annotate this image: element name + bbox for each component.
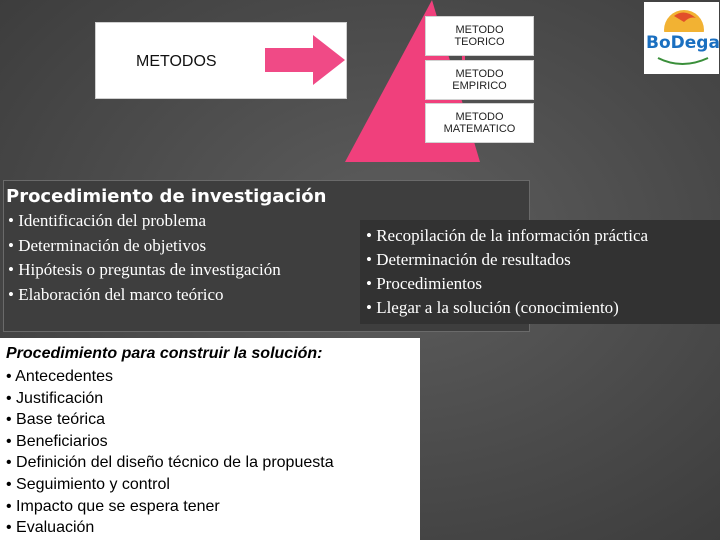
list-item: • Procedimientos (366, 274, 482, 293)
method-matematico-box (425, 103, 534, 143)
list-item: • Recopilación de la información práctica (366, 226, 649, 245)
list-item: • Beneficiarios (6, 432, 108, 450)
list-item: • Elaboración del marco teórico (8, 284, 224, 304)
investigation-right-list (366, 224, 648, 320)
list-item: • Definición del diseño técnico de la propuesta (6, 454, 334, 472)
methods-label: METODOS (136, 53, 217, 70)
list-item: • Antecedentes (6, 368, 114, 385)
method-empirico-box (425, 60, 534, 100)
list-item: • Seguimiento y control (6, 475, 170, 493)
list-item: • Determinación de resultados (366, 250, 571, 269)
method-empirico-line1: METODO (455, 68, 504, 80)
method-teorico-box (425, 16, 534, 56)
list-item: • Identificación del problema (8, 211, 207, 230)
right-arrow-icon (265, 35, 345, 85)
method-matematico-line1: METODO (455, 111, 504, 123)
bodega-logo-icon (644, 2, 719, 74)
list-item: • Llegar a la solución (conocimiento) (366, 298, 619, 317)
list-item: • Base teórica (6, 411, 105, 429)
list-item: • Hipótesis o preguntas de investigación (8, 260, 281, 279)
method-matematico-line2: MATEMATICO (443, 123, 516, 135)
method-empirico-line2: EMPIRICO (452, 80, 507, 92)
svg-text:BoDega: BoDega (646, 33, 719, 53)
investigation-left-list (8, 209, 281, 307)
list-item: • Impacto que se espera tener (6, 497, 220, 515)
method-teorico-line1: METODO (455, 24, 504, 36)
bodega-logo (644, 2, 719, 74)
investigation-title: Procedimiento de investigación (6, 186, 327, 207)
solution-title: Procedimiento para construir la solución: (6, 345, 323, 362)
list-item: • Evaluación (6, 519, 95, 537)
list-item: • Justificación (6, 389, 104, 407)
method-teorico-line2: TEORICO (454, 36, 505, 48)
solution-list (6, 366, 334, 539)
list-item: • Determinación de objetivos (8, 235, 207, 255)
